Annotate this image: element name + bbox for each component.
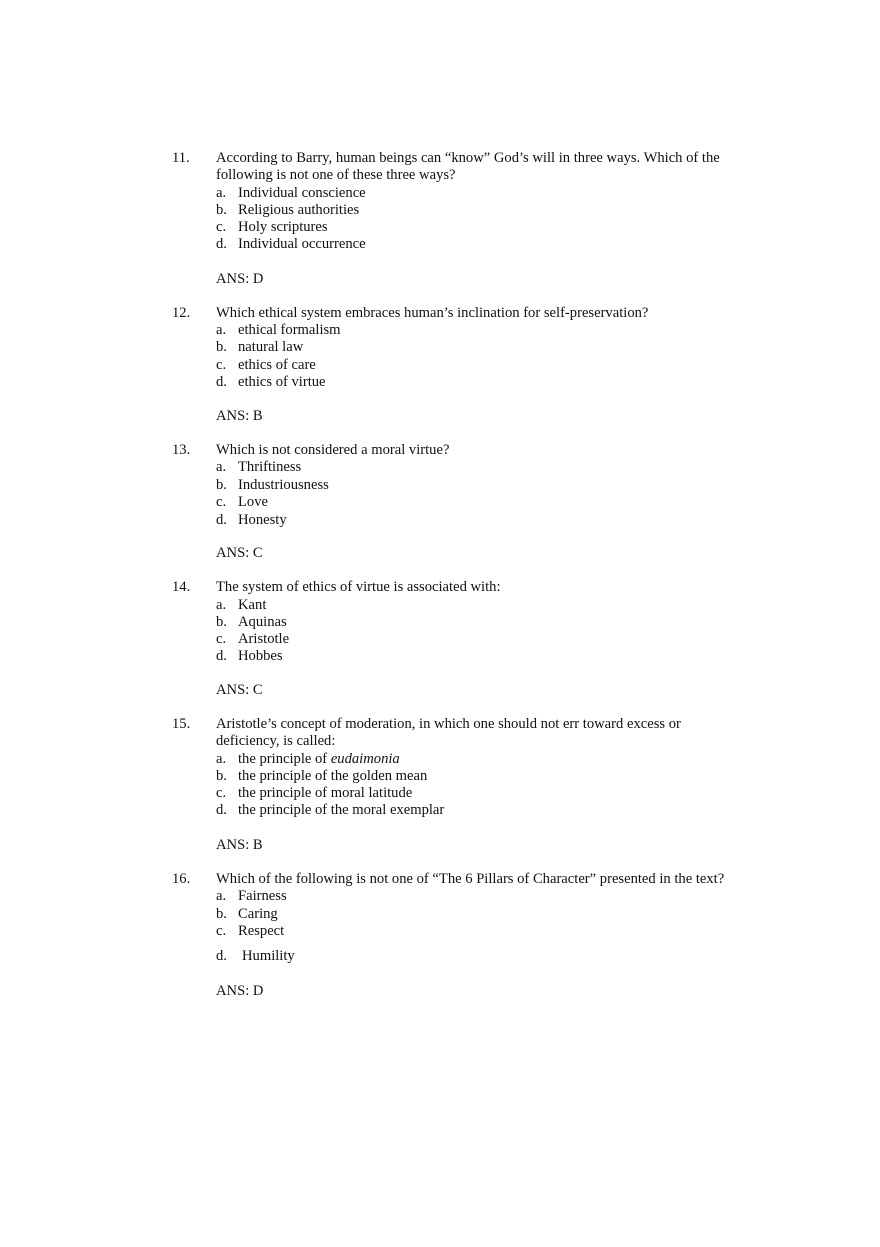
answer-key: ANS: D: [216, 983, 264, 999]
answer-key: ANS: C: [216, 545, 263, 561]
option-b: [216, 768, 427, 785]
option-text: Religious authorities: [238, 202, 360, 218]
option-text-italic: eudaimonia: [330, 751, 400, 767]
answer-key: ANS: B: [216, 837, 263, 853]
question-stem: [216, 305, 746, 322]
option-d: [216, 948, 295, 965]
question-stem: [216, 150, 746, 185]
question-stem-line: Which is not considered a moral virtue?: [216, 442, 450, 458]
option-letter: a.: [216, 888, 227, 904]
question-number: 13.: [172, 442, 191, 458]
answer-key: ANS: C: [216, 682, 263, 698]
option-letter: d.: [216, 648, 227, 664]
option-a: [216, 459, 301, 476]
option-text: Fairness: [238, 888, 287, 904]
question-number: 14.: [172, 579, 191, 595]
question-stem: [216, 579, 746, 596]
option-d: [216, 236, 366, 253]
option-letter: a.: [216, 322, 227, 338]
option-text: Aquinas: [238, 614, 287, 630]
option-text: Industriousness: [238, 477, 329, 493]
option-text: ethical formalism: [238, 322, 341, 338]
option-letter: d.: [216, 236, 227, 252]
option-d: [216, 374, 326, 391]
option-c: [216, 494, 268, 511]
option-text: ethics of virtue: [238, 374, 326, 390]
option-b: [216, 906, 278, 923]
option-letter: a.: [216, 751, 227, 767]
option-letter: d.: [216, 948, 227, 964]
option-letter: c.: [216, 923, 227, 939]
option-letter: d.: [216, 512, 227, 528]
option-letter: b.: [216, 339, 227, 355]
option-d: [216, 648, 283, 665]
question-stem-line: following is not one of these three ways?: [216, 167, 456, 184]
option-letter: c.: [216, 494, 227, 510]
question-stem-line: Which of the following is not one of “The 6 Pillars of Character” presented in the text?: [216, 871, 725, 887]
question-stem: [216, 716, 746, 751]
option-text: Hobbes: [238, 648, 283, 664]
option-text: Love: [238, 494, 268, 510]
question-stem-line: Which ethical system embraces human’s inclination for self-preservation?: [216, 305, 649, 321]
question-number: 16.: [172, 871, 191, 887]
option-letter: c.: [216, 219, 227, 235]
option-text: Caring: [238, 906, 278, 922]
option-a: [216, 322, 341, 339]
option-text: the principle of the golden mean: [238, 768, 428, 784]
option-letter: a.: [216, 597, 227, 613]
question-number: 12.: [172, 305, 191, 321]
answer-key: ANS: B: [216, 408, 263, 424]
option-text: the principle of: [238, 751, 331, 767]
option-text: Honesty: [238, 512, 287, 528]
question-stem-line: According to Barry, human beings can “know” God’s will in three ways. Which of the: [216, 150, 720, 166]
option-b: [216, 477, 329, 494]
option-text: Holy scriptures: [238, 219, 328, 235]
question-stem-line: Aristotle’s concept of moderation, in which one should not err toward excess or: [216, 716, 681, 732]
option-c: [216, 357, 316, 374]
option-d: [216, 802, 444, 819]
option-letter: b.: [216, 477, 227, 493]
question-number: 11.: [172, 150, 190, 166]
option-b: [216, 202, 359, 219]
option-c: [216, 219, 328, 236]
option-a: [216, 751, 400, 768]
option-letter: c.: [216, 785, 227, 801]
option-letter: b.: [216, 202, 227, 218]
option-text: the principle of moral latitude: [238, 785, 413, 801]
option-a: [216, 597, 266, 614]
option-letter: a.: [216, 185, 227, 201]
option-text: Respect: [238, 923, 285, 939]
option-c: [216, 923, 284, 940]
option-text: Thriftiness: [238, 459, 302, 475]
option-d: [216, 512, 287, 529]
option-letter: b.: [216, 768, 227, 784]
option-text: Kant: [238, 597, 267, 613]
option-letter: d.: [216, 802, 227, 818]
option-text: natural law: [238, 339, 304, 355]
question-stem-line: The system of ethics of virtue is associated with:: [216, 579, 501, 595]
option-letter: b.: [216, 614, 227, 630]
option-c: [216, 631, 289, 648]
option-letter: c.: [216, 631, 227, 647]
option-text: Individual occurrence: [238, 236, 366, 252]
option-b: [216, 339, 303, 356]
question-stem: [216, 442, 746, 459]
option-text: Humility: [242, 948, 295, 964]
option-text: Individual conscience: [238, 185, 366, 201]
option-a: [216, 888, 287, 905]
option-letter: c.: [216, 357, 227, 373]
option-letter: a.: [216, 459, 227, 475]
question-stem: [216, 871, 746, 888]
option-text: ethics of care: [238, 357, 316, 373]
option-letter: b.: [216, 906, 227, 922]
option-c: [216, 785, 412, 802]
option-text: the principle of the moral exemplar: [238, 802, 445, 818]
option-a: [216, 185, 366, 202]
option-text: Aristotle: [238, 631, 290, 647]
question-stem-line: deficiency, is called:: [216, 733, 336, 750]
option-b: [216, 614, 287, 631]
option-letter: d.: [216, 374, 227, 390]
answer-key: ANS: D: [216, 271, 264, 287]
question-number: 15.: [172, 716, 191, 732]
